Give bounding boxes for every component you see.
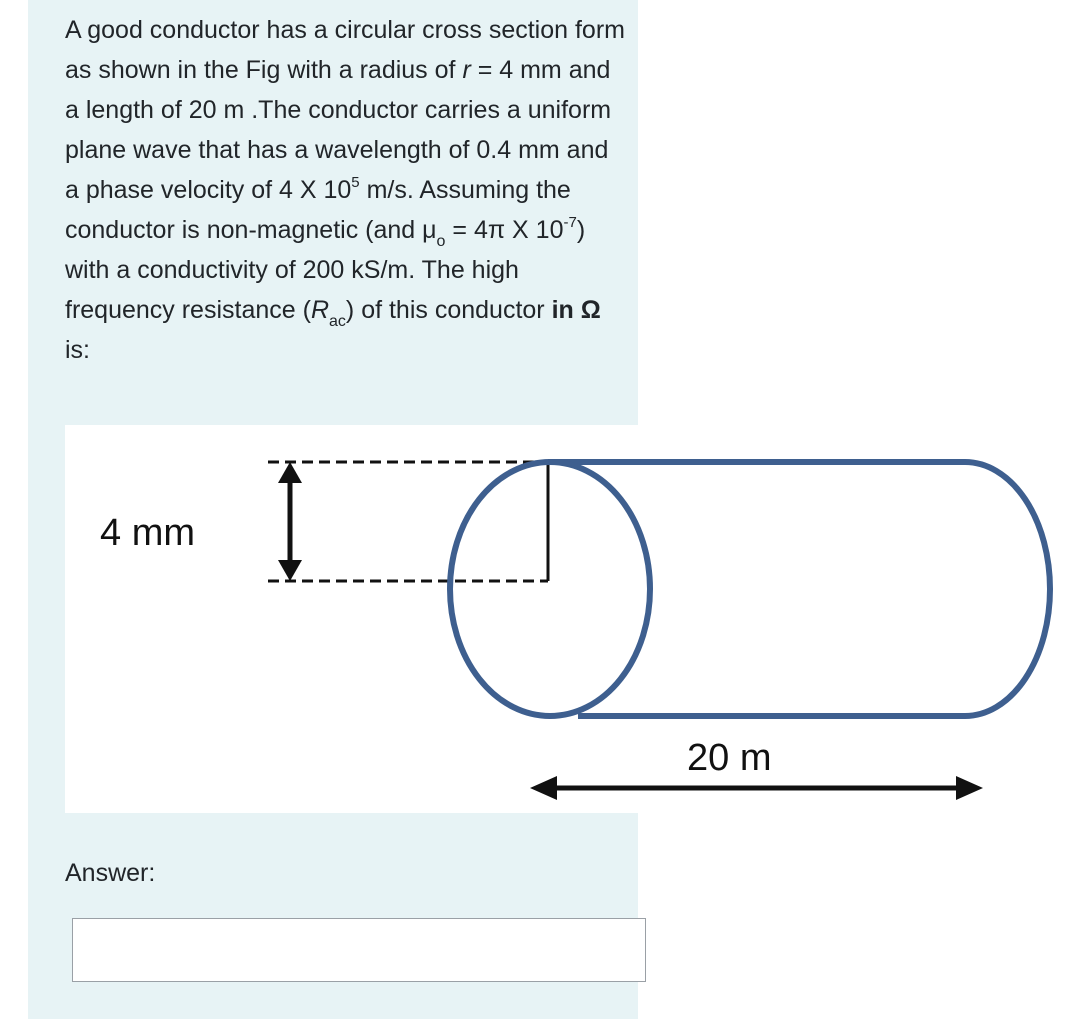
- answer-input[interactable]: [72, 918, 646, 982]
- subscript: o: [436, 233, 446, 250]
- radius-label: 4 mm: [100, 512, 195, 554]
- radius-arrow-head-top: [278, 462, 302, 483]
- cylinder-end-face: [450, 462, 650, 716]
- answer-label: Answer:: [65, 859, 156, 887]
- question-text-part: = 4π X 10: [445, 216, 564, 244]
- question-text-part: ) with a conductivity of 200 kS/m. The high frequency resistance (: [65, 216, 586, 324]
- resistance-symbol: R: [310, 296, 330, 324]
- conductor-figure: [65, 425, 1080, 813]
- question-text-part: = 4 mm and a length of 20 m .The conductor carries a uniform plane wave that has a wavelength of 0.4 mm and a phase velocity of 4 X 10: [65, 56, 612, 204]
- length-arrow-head-right: [956, 776, 983, 800]
- subscript: ac: [329, 313, 346, 330]
- unit-emphasis: in Ω: [551, 296, 601, 324]
- cylinder-diagram: [65, 425, 1080, 813]
- question-text: [65, 10, 625, 370]
- length-label: 20 m: [687, 737, 772, 779]
- question-text-part: is:: [65, 336, 90, 364]
- question-text-part: m/s. Assuming the conductor is non-magnetic (and μ: [65, 176, 571, 244]
- exponent: -7: [563, 213, 577, 231]
- exponent: 5: [351, 173, 360, 191]
- radius-variable: r: [462, 56, 471, 84]
- radius-arrow-head-bottom: [278, 560, 302, 581]
- question-text-part: ) of this conductor: [345, 296, 552, 324]
- question-paragraph: [65, 10, 625, 370]
- length-arrow-head-left: [530, 776, 557, 800]
- question-text-part: A good conductor has a circular cross section form as shown in the Fig with a radius of: [65, 16, 625, 84]
